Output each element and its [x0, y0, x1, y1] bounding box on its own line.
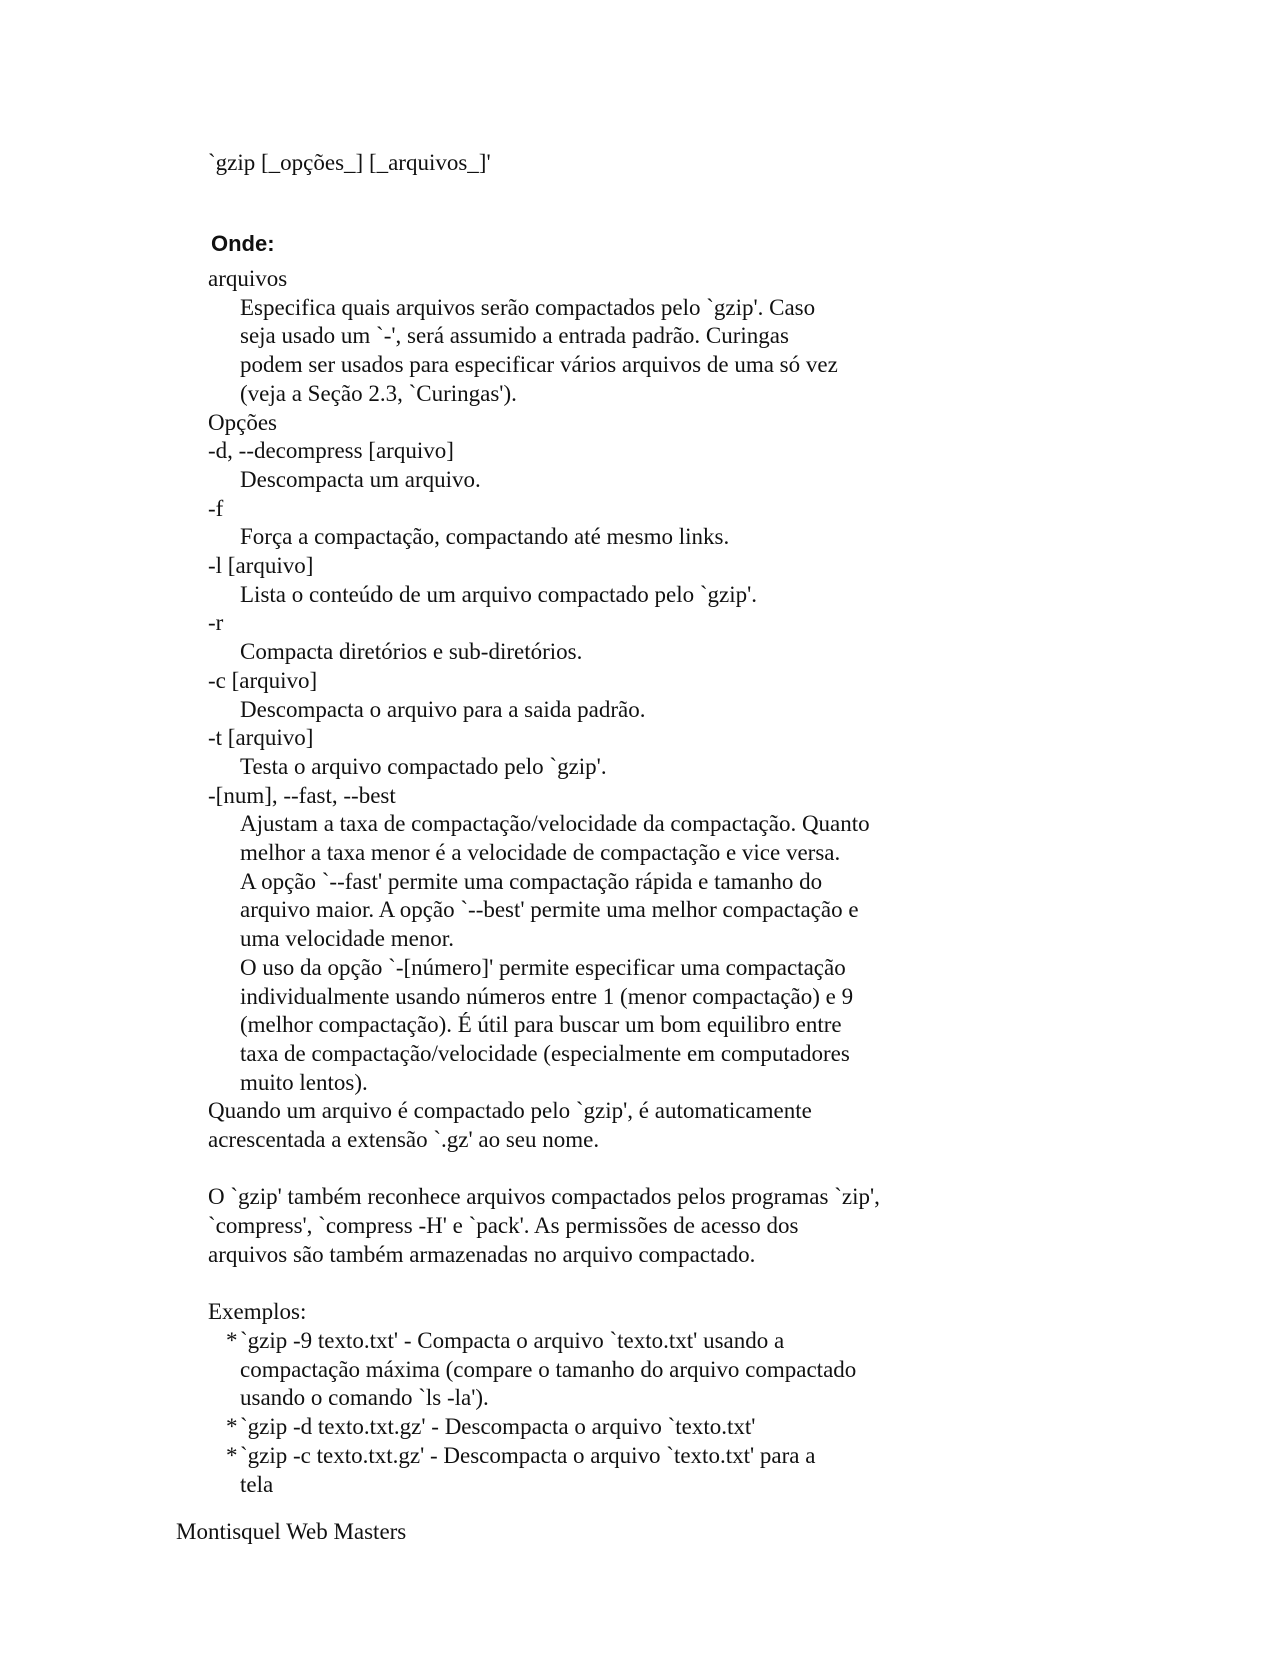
desc-line: seja usado um `-', será assumido a entrada padrão. Curingas [240, 323, 789, 349]
option-desc: Descompacta um arquivo. [240, 466, 481, 492]
examples-label: Exemplos: [208, 1299, 307, 1325]
option-term: -[num], --fast, --best [208, 782, 396, 808]
bullet-mark: * [226, 1327, 238, 1353]
paragraph-line: Quando um arquivo é compactado pelo `gzip', é automaticamente [208, 1098, 812, 1124]
option-term: -l [arquivo] [208, 553, 314, 579]
paragraph-line: arquivos são também armazenadas no arquivo compactado. [208, 1241, 756, 1267]
term-arquivos: arquivos [208, 266, 288, 291]
spacer [208, 1270, 968, 1299]
option-desc: Compacta diretórios e sub-diretórios. [240, 639, 583, 665]
option-term: -d, --decompress [arquivo] [208, 438, 454, 464]
option-desc: individualmente usando números entre 1 (menor compactação) e 9 [240, 983, 854, 1009]
document-body [208, 265, 968, 1499]
option-term: -r [208, 610, 224, 636]
option-desc: Descompacta o arquivo para a saida padrão. [240, 696, 646, 722]
bullet-mark: * [226, 1442, 238, 1468]
page-footer: Montisquel Web Masters [176, 1519, 407, 1544]
example-text: usando o comando `ls -la'). [240, 1385, 489, 1411]
option-term: -f [208, 495, 224, 521]
example-text: `gzip -c texto.txt.gz' - Descompacta o arquivo `texto.txt' para a [240, 1442, 816, 1468]
options-label: Opções [208, 409, 277, 435]
option-desc: Força a compactação, compactando até mesmo links. [240, 524, 730, 550]
desc-line: Especifica quais arquivos serão compactados pelo `gzip'. Caso [240, 294, 816, 320]
example-item [208, 1413, 968, 1442]
option-desc: A opção `--fast' permite uma compactação rápida e tamanho do [240, 868, 823, 894]
command-syntax: `gzip [_opções_] [_arquivos_]' [208, 150, 491, 175]
paragraph-line: `compress', `compress -H' e `pack'. As permissões de acesso dos [208, 1213, 799, 1239]
example-text: tela [240, 1471, 274, 1497]
option-desc: arquivo maior. A opção `--best' permite uma melhor compactação e [240, 897, 859, 923]
example-item [208, 1327, 968, 1356]
option-desc: Lista o conteúdo de um arquivo compactado pelo `gzip'. [240, 581, 758, 607]
section-heading: Onde: [211, 231, 275, 256]
paragraph-line: acrescentada a extensão `.gz' ao seu nome. [208, 1127, 600, 1153]
desc-line: podem ser usados para especificar vários arquivos de uma só vez [240, 352, 838, 378]
spacer [208, 1155, 968, 1184]
bullet-mark: * [226, 1414, 238, 1440]
option-desc: Testa o arquivo compactado pelo `gzip'. [240, 753, 607, 779]
example-text: `gzip -9 texto.txt' - Compacta o arquivo `texto.txt' usando a [240, 1327, 785, 1353]
option-term: -c [arquivo] [208, 667, 318, 693]
option-desc: taxa de compactação/velocidade (especialmente em computadores [240, 1040, 850, 1066]
option-desc: muito lentos). [240, 1069, 368, 1095]
option-desc: O uso da opção `-[número]' permite especificar uma compactação [240, 954, 846, 980]
option-term: -t [arquivo] [208, 725, 314, 751]
example-item [208, 1442, 968, 1471]
paragraph-line: O `gzip' também reconhece arquivos compactados pelos programas `zip', [208, 1184, 880, 1210]
example-text: compactação máxima (compare o tamanho do arquivo compactado [240, 1356, 857, 1382]
option-desc: melhor a taxa menor é a velocidade de compactação e vice versa. [240, 840, 841, 866]
option-desc: (melhor compactação). É útil para buscar um bom equilibro entre [240, 1012, 842, 1038]
desc-line: (veja a Seção 2.3, `Curingas'). [240, 380, 517, 406]
option-desc: uma velocidade menor. [240, 926, 454, 952]
example-text: `gzip -d texto.txt.gz' - Descompacta o arquivo `texto.txt' [240, 1414, 756, 1440]
option-desc: Ajustam a taxa de compactação/velocidade da compactação. Quanto [240, 811, 870, 837]
